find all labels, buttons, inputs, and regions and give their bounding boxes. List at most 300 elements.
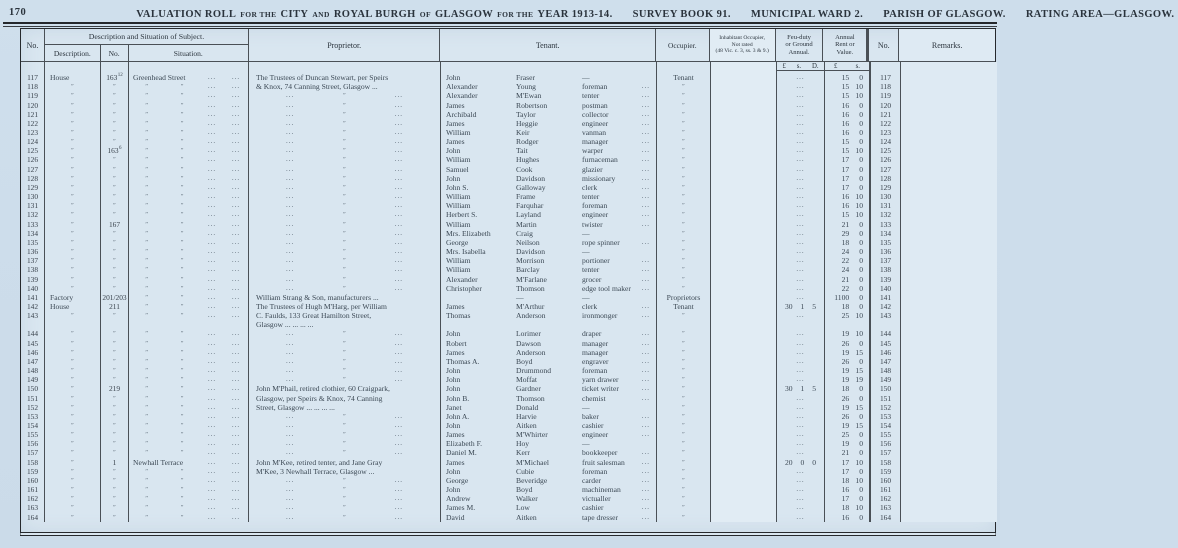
- feu-duty-cell: 30 1 5: [777, 384, 825, 393]
- row-number-cell: 164: [21, 513, 45, 522]
- table-header: [21, 29, 995, 62]
- row-number-right-cell: 159: [869, 467, 901, 476]
- occupier-cell: ″: [657, 339, 711, 348]
- occupier-cell: ″: [657, 403, 711, 412]
- occupation-cell: engineer ...: [577, 430, 657, 439]
- occupier-cell: ″: [657, 220, 711, 229]
- occupation-cell: furnaceman ...: [577, 155, 657, 164]
- inhabitant-occupier-cell: [711, 448, 777, 457]
- proprietor-cell: The Trustees of Duncan Stewart, per Speirs: [249, 73, 441, 82]
- occupier-cell: ″: [657, 284, 711, 293]
- occupation-cell: cashier ...: [577, 503, 657, 512]
- tenant-surname-cell: Harvie: [516, 411, 537, 421]
- feu-duty-cell: ...: [777, 439, 825, 448]
- tenant-surname-cell: Rodger: [516, 137, 539, 147]
- occupier-cell: ″: [657, 476, 711, 485]
- situation-cell: ″ ″ ... ...: [129, 439, 249, 448]
- proprietor-cell: ... ″ ...: [249, 110, 441, 119]
- table-row: [21, 128, 995, 137]
- proprietor-cell: ... ″ ...: [249, 513, 441, 522]
- row-number-cell: 152: [21, 403, 45, 412]
- inhabitant-occupier-cell: [711, 256, 777, 265]
- proprietor-cell: ... ″ ...: [249, 220, 441, 229]
- situation-cell: ″ ″ ... ...: [129, 91, 249, 100]
- occupier-cell: ″: [657, 348, 711, 357]
- situation-cell: ″ ″ ... ...: [129, 403, 249, 412]
- feu-duty-cell: 30 1 5: [777, 302, 825, 311]
- feu-duty-cell: ...: [777, 366, 825, 375]
- tenant-surname-cell: Martin: [516, 219, 537, 229]
- tenant-forename-cell: David: [446, 512, 465, 522]
- proprietor-cell: ... ″ ...: [249, 174, 441, 183]
- street-number-cell: ″: [101, 339, 129, 348]
- description-cell: ″: [45, 192, 101, 201]
- description-cell: ″: [45, 210, 101, 219]
- row-number-cell: 144: [21, 329, 45, 338]
- occupation-cell: grocer ...: [577, 274, 657, 283]
- inhabitant-occupier-cell: [711, 503, 777, 512]
- tenant-surname-cell: Hughes: [516, 155, 540, 165]
- tenant-forename-cell: Christopher: [446, 283, 482, 293]
- table-row: [21, 476, 995, 485]
- occupier-cell: ″: [657, 412, 711, 421]
- annual-rent-cell: 18 0: [841, 301, 863, 311]
- description-cell: ″: [45, 274, 101, 283]
- occupier-cell: ″: [657, 119, 711, 128]
- street-number-cell: 167: [101, 220, 129, 229]
- occupation-cell: manager ...: [577, 348, 657, 357]
- situation-cell: ″ ″ ... ...: [129, 256, 249, 265]
- description-cell: ″: [45, 100, 101, 109]
- inhabitant-occupier-cell: [711, 201, 777, 210]
- street-number-cell: ″: [101, 201, 129, 210]
- column-header-remarks: Remarks.: [899, 29, 995, 61]
- table-row: [21, 302, 995, 311]
- feu-duty-cell: [777, 320, 825, 329]
- row-number-right-cell: 150: [869, 384, 901, 393]
- feu-duty-cell: ...: [777, 503, 825, 512]
- street-number-cell: ″: [101, 467, 129, 476]
- occupier-cell: ″: [657, 494, 711, 503]
- column-header-proprietor: Proprietor.: [249, 29, 441, 61]
- description-cell: ″: [45, 357, 101, 366]
- remarks-cell: [901, 256, 997, 265]
- table-row: [21, 155, 995, 164]
- tenant-forename-cell: James: [446, 118, 465, 128]
- tenant-surname-cell: Barclay: [516, 265, 540, 275]
- street-number-cell: ″: [101, 412, 129, 421]
- row-number-right-cell: 152: [869, 403, 901, 412]
- tenant-surname-cell: Davidson: [516, 247, 546, 257]
- row-number-right-cell: 157: [869, 448, 901, 457]
- occupier-cell: ″: [657, 393, 711, 402]
- description-cell: ″: [45, 384, 101, 393]
- street-number-cell: 163 12: [101, 73, 129, 82]
- situation-cell: ″ ″ ... ...: [129, 467, 249, 476]
- tenant-surname-cell: Walker: [516, 494, 538, 504]
- annual-rent-cell: 19 15: [841, 347, 863, 357]
- inhabitant-occupier-cell: [711, 348, 777, 357]
- annual-rent-cell: 17 0: [841, 164, 863, 174]
- description-cell: ″: [45, 476, 101, 485]
- occupation-cell: victualler ...: [577, 494, 657, 503]
- annual-rent-cell: 16 0: [841, 485, 863, 495]
- description-cell: ″: [45, 339, 101, 348]
- occupier-cell: ″: [657, 366, 711, 375]
- proprietor-cell: ... ″ ...: [249, 165, 441, 174]
- table-row: [21, 467, 995, 476]
- row-number-right-cell: [869, 320, 901, 329]
- occupation-cell: clerk ...: [577, 183, 657, 192]
- row-number-right-cell: 124: [869, 137, 901, 146]
- tenant-forename-cell: John: [446, 173, 461, 183]
- description-cell: ″: [45, 329, 101, 338]
- row-number-right-cell: 151: [869, 393, 901, 402]
- occupier-cell: ″: [657, 183, 711, 192]
- description-cell: ″: [45, 284, 101, 293]
- remarks-cell: [901, 320, 997, 329]
- occupier-cell: ″: [657, 82, 711, 91]
- feu-duty-cell: ...: [777, 192, 825, 201]
- tenant-forename-cell: James: [446, 301, 465, 311]
- feu-duty-cell: ...: [777, 357, 825, 366]
- table-row: [21, 192, 995, 201]
- occupation-cell: —: [577, 403, 657, 412]
- street-number-cell: ″: [101, 476, 129, 485]
- proprietor-cell: ... ″ ...: [249, 375, 441, 384]
- annual-rent-cell: 26 0: [841, 411, 863, 421]
- table-row: [21, 247, 995, 256]
- title-segment: SURVEY BOOK 91.: [632, 8, 731, 20]
- feu-duty-cell: ...: [777, 256, 825, 265]
- situation-cell: ″ ″ ... ...: [129, 183, 249, 192]
- table-row: [21, 357, 995, 366]
- remarks-cell: [901, 384, 997, 393]
- table-row: [21, 119, 995, 128]
- row-number-right-cell: 126: [869, 155, 901, 164]
- annual-rent-cell: 17 0: [841, 494, 863, 504]
- row-number-cell: 145: [21, 339, 45, 348]
- street-number-cell: ″: [101, 100, 129, 109]
- row-number-cell: 125: [21, 146, 45, 155]
- table-row: [21, 165, 995, 174]
- proprietor-cell: ... ″ ...: [249, 100, 441, 109]
- remarks-cell: [901, 165, 997, 174]
- situation-cell: ″ ″ ... ...: [129, 348, 249, 357]
- description-cell: ″: [45, 403, 101, 412]
- annual-rent-cell: 22 0: [841, 283, 863, 293]
- remarks-cell: [901, 110, 997, 119]
- column-header-inhabitant-occupier: Inhabitant Occupier, Not rated (48 Vic. c. 3, ss. 3 & 9.): [710, 29, 776, 61]
- row-number-cell: 132: [21, 210, 45, 219]
- feu-duty-cell: ...: [777, 165, 825, 174]
- occupier-cell: ″: [657, 91, 711, 100]
- row-number-cell: 138: [21, 265, 45, 274]
- situation-cell: ″ ″ ... ...: [129, 274, 249, 283]
- street-number-cell: ″: [101, 366, 129, 375]
- row-number-right-cell: 138: [869, 265, 901, 274]
- row-number-right-cell: 121: [869, 110, 901, 119]
- description-cell: ″: [45, 183, 101, 192]
- annual-rent-cell: 16 10: [841, 192, 863, 202]
- tenant-forename-cell: John: [446, 329, 461, 339]
- street-number-cell: ″: [101, 119, 129, 128]
- table-row: [21, 100, 995, 109]
- tenant-forename-cell: John: [446, 421, 461, 431]
- annual-rent-cell: 18 10: [841, 475, 863, 485]
- occupier-cell: ″: [657, 311, 711, 320]
- occupation-cell: edge tool maker ...: [577, 284, 657, 293]
- inhabitant-occupier-cell: [711, 174, 777, 183]
- tenant-forename-cell: George: [446, 475, 469, 485]
- occupier-cell: ″: [657, 274, 711, 283]
- occupier-cell: ″: [657, 329, 711, 338]
- row-number-cell: 136: [21, 247, 45, 256]
- annual-rent-cell: 16 0: [841, 128, 863, 138]
- page-number: 170: [9, 7, 27, 18]
- inhabitant-occupier-cell: [711, 375, 777, 384]
- occupation-cell: engineer ...: [577, 210, 657, 219]
- tenant-forename-cell: Thomas: [446, 311, 471, 321]
- tenant-forename-cell: John: [446, 375, 461, 385]
- row-number-right-cell: 164: [869, 513, 901, 522]
- occupation-cell: foreman ...: [577, 366, 657, 375]
- table-body: [21, 73, 995, 522]
- street-number-cell: ″: [101, 430, 129, 439]
- table-row: [21, 137, 995, 146]
- remarks-cell: [901, 412, 997, 421]
- description-cell: ″: [45, 439, 101, 448]
- occupier-cell: ″: [657, 174, 711, 183]
- tenant-surname-cell: Morrison: [516, 256, 545, 266]
- occupation-cell: foreman ...: [577, 82, 657, 91]
- row-number-cell: 160: [21, 476, 45, 485]
- occupier-cell: ″: [657, 192, 711, 201]
- tenant-forename-cell: William: [446, 265, 471, 275]
- occupation-cell: bookkeeper ...: [577, 448, 657, 457]
- column-header-street-no: No.: [101, 45, 129, 61]
- tenant-forename-cell: John: [446, 485, 461, 495]
- remarks-cell: [901, 403, 997, 412]
- occupation-cell: fruit salesman ...: [577, 458, 657, 467]
- description-cell: ″: [45, 375, 101, 384]
- occupier-cell: ″: [657, 467, 711, 476]
- table-row: [21, 238, 995, 247]
- occupier-cell: ″: [657, 229, 711, 238]
- tenant-surname-cell: Davidson: [516, 173, 546, 183]
- occupier-cell: ″: [657, 146, 711, 155]
- row-number-right-cell: 129: [869, 183, 901, 192]
- row-number-right-cell: 117: [869, 73, 901, 82]
- document-title: [136, 4, 1178, 22]
- inhabitant-occupier-cell: [711, 293, 777, 302]
- occupier-cell: Tenant: [657, 73, 711, 82]
- proprietor-cell: ... ″ ...: [249, 146, 441, 155]
- title-segment: OF: [419, 9, 431, 19]
- situation-cell: ″ ″ ... ...: [129, 393, 249, 402]
- tenant-surname-cell: Dawson: [516, 338, 541, 348]
- situation-cell: ″ ″ ... ...: [129, 339, 249, 348]
- situation-cell: ″ ″ ... ...: [129, 192, 249, 201]
- row-number-right-cell: 119: [869, 91, 901, 100]
- street-number-cell: ″: [101, 329, 129, 338]
- street-number-cell: ″: [101, 403, 129, 412]
- title-bar: [0, 3, 1175, 22]
- street-number-cell: ″: [101, 485, 129, 494]
- proprietor-cell: ... ″ ...: [249, 256, 441, 265]
- remarks-cell: [901, 476, 997, 485]
- annual-rent-cell: 15 10: [841, 91, 863, 101]
- description-cell: ″: [45, 220, 101, 229]
- title-segment: GLASGOW: [434, 8, 494, 20]
- remarks-cell: [901, 100, 997, 109]
- situation-cell: ″ ″ ... ...: [129, 220, 249, 229]
- description-cell: ″: [45, 311, 101, 320]
- table-row: [21, 229, 995, 238]
- tenant-forename-cell: William: [446, 192, 471, 202]
- situation-cell: ″ ″ ... ...: [129, 155, 249, 164]
- feu-currency-label: £ s. D.: [777, 62, 825, 73]
- feu-duty-cell: ...: [777, 485, 825, 494]
- inhabitant-occupier-cell: [711, 357, 777, 366]
- street-number-cell: ″: [101, 128, 129, 137]
- occupier-cell: [657, 320, 711, 329]
- inhabitant-occupier-cell: [711, 192, 777, 201]
- tenant-surname-cell: Layland: [516, 210, 541, 220]
- street-number-cell: 219: [101, 384, 129, 393]
- feu-duty-cell: ...: [777, 110, 825, 119]
- occupation-cell: draper ...: [577, 329, 657, 338]
- remarks-cell: [901, 302, 997, 311]
- description-cell: ″: [45, 458, 101, 467]
- situation-cell: ″ ″ ... ...: [129, 210, 249, 219]
- description-cell: Factory: [45, 293, 101, 302]
- row-number-right-cell: 130: [869, 192, 901, 201]
- remarks-cell: [901, 155, 997, 164]
- table-row: [21, 201, 995, 210]
- table-row: [21, 348, 995, 357]
- row-number-right-cell: 155: [869, 430, 901, 439]
- tenant-surname-cell: Neilson: [516, 237, 540, 247]
- table-row: [21, 485, 995, 494]
- proprietor-cell: ... ″ ...: [249, 412, 441, 421]
- remarks-cell: [901, 146, 997, 155]
- tenant-forename-cell: John: [446, 384, 461, 394]
- remarks-cell: [901, 210, 997, 219]
- description-cell: ″: [45, 119, 101, 128]
- annual-rent-cell: 17 0: [841, 155, 863, 165]
- column-header-description: Description.: [45, 45, 101, 61]
- feu-duty-cell: ...: [777, 155, 825, 164]
- street-number-cell: 211: [101, 302, 129, 311]
- description-cell: ″: [45, 247, 101, 256]
- row-number-cell: 127: [21, 165, 45, 174]
- annual-rent-cell: 19 15: [841, 421, 863, 431]
- situation-cell: ″ ″ ... ...: [129, 329, 249, 338]
- street-number-cell: ″: [101, 110, 129, 119]
- title-segment: RATING AREA—GLASGOW.: [1025, 8, 1175, 20]
- row-number-right-cell: 142: [869, 302, 901, 311]
- street-number-cell: ″: [101, 165, 129, 174]
- table-row: [21, 412, 995, 421]
- annual-rent-cell: 21 0: [841, 448, 863, 458]
- remarks-cell: [901, 192, 997, 201]
- remarks-cell: [901, 503, 997, 512]
- situation-cell: [129, 320, 249, 329]
- row-number-cell: 139: [21, 274, 45, 283]
- annual-rent-cell: 19 15: [841, 402, 863, 412]
- tenant-surname-cell: Hoy: [516, 439, 530, 449]
- row-number-cell: 148: [21, 366, 45, 375]
- inhabitant-occupier-cell: [711, 73, 777, 82]
- feu-duty-cell: ...: [777, 174, 825, 183]
- tenant-forename-cell: Robert: [446, 338, 467, 348]
- remarks-cell: [901, 274, 997, 283]
- occupation-cell: twister ...: [577, 220, 657, 229]
- row-number-cell: 122: [21, 119, 45, 128]
- proprietor-cell: ... ″ ...: [249, 476, 441, 485]
- description-cell: ″: [45, 229, 101, 238]
- tenant-surname-cell: —: [516, 292, 524, 302]
- feu-duty-cell: ...: [777, 91, 825, 100]
- remarks-cell: [901, 448, 997, 457]
- tenant-forename-cell: Mrs. Isabella: [446, 247, 486, 257]
- street-number-cell: ″: [101, 238, 129, 247]
- description-cell: ″: [45, 238, 101, 247]
- table-row: [21, 284, 995, 293]
- annual-rent-cell: 21 0: [841, 274, 863, 284]
- tenant-surname-cell: Gardner: [516, 384, 541, 394]
- inhabitant-occupier-cell: [711, 421, 777, 430]
- table-row: [21, 91, 995, 100]
- remarks-cell: [901, 311, 997, 320]
- inhabitant-occupier-cell: [711, 430, 777, 439]
- occupation-cell: carder ...: [577, 476, 657, 485]
- feu-duty-cell: ...: [777, 119, 825, 128]
- annual-rent-cell: 15 10: [841, 146, 863, 156]
- street-number-cell: ″: [101, 82, 129, 91]
- row-number-right-cell: 122: [869, 119, 901, 128]
- row-number-cell: 151: [21, 393, 45, 402]
- inhabitant-occupier-cell: [711, 137, 777, 146]
- column-header-no-right: No.: [867, 29, 899, 61]
- tenant-surname-cell: Low: [516, 503, 530, 513]
- table-row: [21, 375, 995, 384]
- description-cell: ″: [45, 137, 101, 146]
- description-cell: ″: [45, 366, 101, 375]
- occupation-cell: engraver ...: [577, 357, 657, 366]
- occupier-cell: ″: [657, 137, 711, 146]
- annual-rent-cell: 19 15: [841, 366, 863, 376]
- row-number-cell: 150: [21, 384, 45, 393]
- occupation-cell: manager ...: [577, 339, 657, 348]
- street-number-cell: ″: [101, 421, 129, 430]
- tenant-forename-cell: Elizabeth F.: [446, 439, 483, 449]
- title-segment: MUNICIPAL WARD 2.: [750, 8, 864, 20]
- row-number-right-cell: 148: [869, 366, 901, 375]
- description-cell: ″: [45, 467, 101, 476]
- description-cell: ″: [45, 201, 101, 210]
- description-cell: House: [45, 73, 101, 82]
- tenant-forename-cell: James: [446, 457, 465, 467]
- inhabitant-occupier-cell: [711, 412, 777, 421]
- description-cell: ″: [45, 265, 101, 274]
- situation-cell: ″ ″ ... ...: [129, 476, 249, 485]
- feu-duty-cell: ...: [777, 229, 825, 238]
- tenant-forename-cell: William: [446, 201, 471, 211]
- tenant-surname-cell: Craig: [516, 228, 533, 238]
- row-number-cell: 156: [21, 439, 45, 448]
